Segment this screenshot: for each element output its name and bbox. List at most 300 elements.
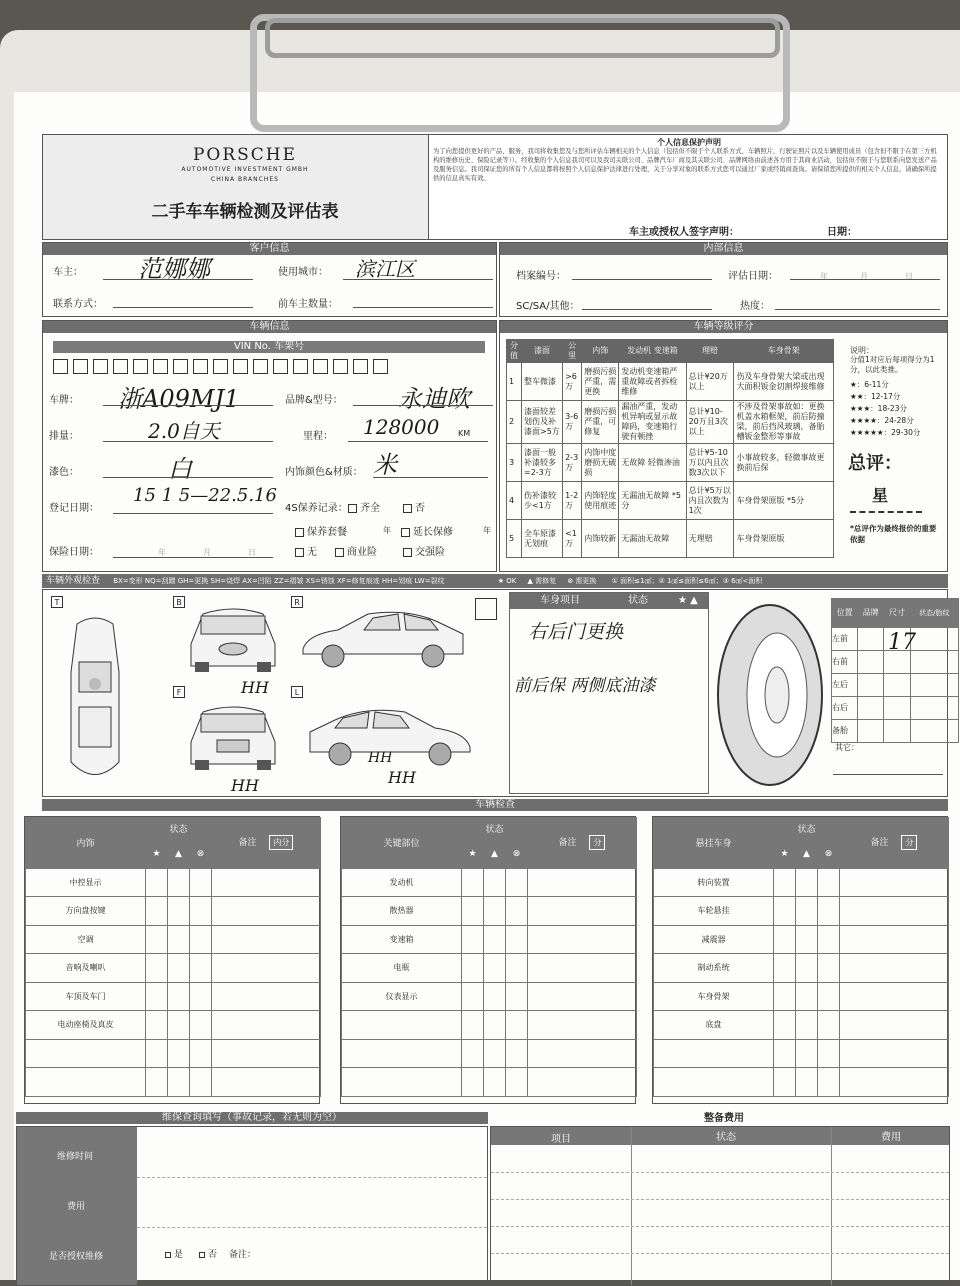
color-label: 漆色： <box>49 467 79 478</box>
remark-cell[interactable] <box>212 1068 321 1097</box>
tire-cell[interactable] <box>858 673 884 696</box>
inspection-item <box>342 1039 462 1068</box>
owner-label: 车主： <box>53 267 83 278</box>
status-repair[interactable] <box>168 982 190 1011</box>
status-replace[interactable] <box>190 1039 212 1068</box>
view-back-tag: B <box>173 596 185 608</box>
group-title: 内饰 <box>26 818 146 869</box>
tire-cell[interactable] <box>884 696 910 719</box>
status-replace[interactable] <box>818 982 840 1011</box>
tire-cell[interactable] <box>910 650 958 673</box>
area-note: ① 面积≤1㎠；② 1㎠≤面积≤6㎠；③ 6㎠<面积 <box>611 577 763 585</box>
status-replace[interactable] <box>506 925 528 954</box>
privacy-title: 个人信息保护声明 <box>657 138 721 147</box>
status-replace[interactable] <box>190 1068 212 1097</box>
total-star: 星 <box>872 486 889 505</box>
maint-remark: 备注： <box>229 1250 257 1260</box>
mileage-unit: KM <box>458 429 471 438</box>
grade-cell: 无漏油无故障 <box>619 520 686 558</box>
car-front-view <box>183 702 283 772</box>
status-ok[interactable] <box>462 1011 484 1040</box>
view-right-tag: R <box>291 596 303 608</box>
status-replace[interactable] <box>506 897 528 926</box>
legend-item: ★★：12-17分 <box>850 392 901 401</box>
remark-cell[interactable] <box>212 954 321 983</box>
remark-cell[interactable] <box>528 868 637 897</box>
tire-illustration <box>715 600 825 790</box>
status-ok[interactable] <box>462 897 484 926</box>
status-repair[interactable] <box>484 1011 506 1040</box>
sign-label: 车主或授权人签字声明： <box>629 227 739 238</box>
reg-date-value: 15 1 5—22.5.16 <box>133 485 277 506</box>
remark-cell[interactable] <box>528 897 637 926</box>
status-replace[interactable] <box>506 982 528 1011</box>
form-title: 二手车车辆检测及评估表 <box>151 202 339 222</box>
remark-cell[interactable] <box>840 1068 949 1097</box>
status-th: 状态 <box>462 818 528 840</box>
status-replace[interactable] <box>818 1011 840 1040</box>
note-2: 前后保 两侧底油漆 <box>514 676 656 696</box>
remark-cell[interactable] <box>840 982 949 1011</box>
ins-year: 年 <box>158 548 166 557</box>
grade-cell: 漆面一般补漆较多=2-3方 <box>522 444 563 482</box>
status-repair[interactable] <box>484 1039 506 1068</box>
status-ok[interactable] <box>146 982 168 1011</box>
body-items-header: 车身项目 状态 ★ ▲ ⊗ <box>510 593 708 609</box>
grade-cell: 总计¥5-10万以内且次数3次以下 <box>686 444 734 482</box>
remark-cell[interactable] <box>212 868 321 897</box>
remark-th: 备注 分 <box>528 818 637 869</box>
vin-boxes[interactable] <box>53 359 393 378</box>
inspection-row <box>654 925 949 954</box>
status-ok[interactable] <box>774 982 796 1011</box>
grade-cell: 3 <box>507 444 522 482</box>
car-top-view <box>55 612 135 792</box>
tire-th: 位置 <box>832 599 858 628</box>
status-ok[interactable] <box>774 1011 796 1040</box>
other-label: 其它： <box>835 743 859 752</box>
costs-th-status: 状态 <box>716 1132 736 1143</box>
package-option[interactable]: 保养套餐 <box>295 523 347 538</box>
ins-day: 日 <box>248 548 256 557</box>
eval-day: 日 <box>905 272 913 281</box>
status-repair[interactable] <box>168 1068 190 1097</box>
status-ok[interactable] <box>146 868 168 897</box>
clipboard-clip-top <box>265 18 780 58</box>
inspection-item <box>342 1011 462 1040</box>
grade-row <box>507 401 834 444</box>
tire-row <box>832 696 959 719</box>
inspection-item: 散热器 <box>342 897 462 926</box>
city-label: 使用城市： <box>278 267 328 278</box>
status-repair[interactable] <box>796 868 818 897</box>
remark-cell[interactable] <box>840 1011 949 1040</box>
status-ok[interactable] <box>462 925 484 954</box>
status-replace[interactable] <box>818 868 840 897</box>
inspection-row <box>342 1011 637 1040</box>
inspection-row <box>342 1068 637 1097</box>
grade-row <box>507 482 834 520</box>
grade-th: 公里 <box>563 340 582 363</box>
inspection-row <box>26 1011 321 1040</box>
status-ok[interactable] <box>462 1068 484 1097</box>
status-replace[interactable] <box>190 925 212 954</box>
tire-position: 备胎 <box>832 719 858 742</box>
status-replace[interactable] <box>190 1011 212 1040</box>
vehicle-section <box>42 320 497 572</box>
privacy-body: 为了向您提供更好的产品、服务，我司将收集您及与您所评估车辆相关的个人信息（包括但不限于个人联系方式、车辆照片，行驶证照片以及车辆使用成员（包含但不限于在第三方机构的维修历史、保险记录等））。经收集的个人信息我司可以及我司关联公司、品牌汽车厂商及其关联公司、品牌网络由前述各方用于其商业活动，包括但不限于与您联系向您发送产品及服务信息。我司保证您的所有个人信息都将按照个人信息保护法律进行处理，关于分享对象的联系方式您可以通过厂家或经销商查询。请保留您所提供的相关个人信息，请确保所提供的信息真实有效。 <box>433 148 937 182</box>
grade-cell: 总计¥5万以内且次数为1次 <box>686 482 734 520</box>
status-replace[interactable] <box>190 954 212 983</box>
grade-cell: 无漏油无故障 *5分 <box>619 482 686 520</box>
remark-cell[interactable] <box>528 1068 637 1097</box>
grade-cell: 2 <box>507 401 522 444</box>
status-ok[interactable] <box>462 1039 484 1068</box>
status-repair[interactable] <box>484 954 506 983</box>
inspection-row <box>26 1039 321 1068</box>
status-ok[interactable] <box>774 868 796 897</box>
body-items-box <box>509 592 709 794</box>
inspection-row <box>342 982 637 1011</box>
brand-model-value: 永迪欧 <box>398 385 470 413</box>
grade-cell: 磨损污损严重，需更换 <box>582 363 619 401</box>
tire-cell[interactable] <box>910 719 958 742</box>
status-repair[interactable] <box>796 954 818 983</box>
record-none[interactable]: 否 <box>403 499 425 514</box>
ins-commercial[interactable]: 商业险 <box>335 543 377 558</box>
grade-cell: 无理赔 <box>686 520 734 558</box>
grade-th: 内饰 <box>582 340 619 363</box>
inspection-item <box>654 1039 774 1068</box>
tire-cell[interactable] <box>910 673 958 696</box>
remark-cell[interactable] <box>212 1011 321 1040</box>
status-replace[interactable] <box>506 1068 528 1097</box>
grade-cell: 磨损污损严重，可修复 <box>582 401 619 444</box>
customer-header: 客户信息 <box>43 243 496 255</box>
status-repair[interactable] <box>484 1068 506 1097</box>
remark-cell[interactable] <box>528 1011 637 1040</box>
status-repair[interactable] <box>484 925 506 954</box>
status-replace[interactable] <box>506 1039 528 1068</box>
inspection-row <box>342 868 637 897</box>
score-box: 分 <box>901 835 917 850</box>
group-title: 关键部位 <box>342 818 462 869</box>
inspection-item: 车身骨架 <box>654 982 774 1011</box>
grade-th: 发动机 变速箱 <box>619 340 686 363</box>
privacy-box <box>428 134 948 240</box>
inspection-item: 减震器 <box>654 925 774 954</box>
maint-no[interactable]: 否 <box>199 1247 217 1260</box>
internal-header: 内部信息 <box>500 243 947 255</box>
tire-cell[interactable] <box>884 673 910 696</box>
status-repair[interactable] <box>168 1039 190 1068</box>
eval-date-label: 评估日期： <box>728 271 778 282</box>
tire-position: 右后 <box>832 696 858 719</box>
inspection-row <box>654 868 949 897</box>
inspection-item: 电瓶 <box>342 954 462 983</box>
record-label: 4S保养记录： <box>285 503 348 514</box>
status-repair[interactable] <box>168 1011 190 1040</box>
status-repair[interactable] <box>796 897 818 926</box>
inspection-row <box>654 1039 949 1068</box>
inspection-row <box>342 954 637 983</box>
status-ok[interactable] <box>774 897 796 926</box>
status-replace[interactable] <box>190 897 212 926</box>
status-replace[interactable] <box>506 1011 528 1040</box>
interior-value: 米 <box>373 451 397 479</box>
legend-item: ★★★★★：29-30分 <box>850 428 921 437</box>
status-replace[interactable] <box>190 982 212 1011</box>
maint-row-time: 维修时间 <box>57 1152 94 1162</box>
status-ok[interactable] <box>774 954 796 983</box>
total-note: *总评作为最终报价的重要依据 <box>850 524 937 544</box>
score-box: 内分 <box>269 835 293 850</box>
record-full[interactable]: 齐全 <box>348 499 380 514</box>
remark-cell[interactable] <box>212 925 321 954</box>
inspection-item <box>26 1068 146 1097</box>
inspection-row <box>26 868 321 897</box>
mark-hh-2: HH <box>231 776 259 795</box>
tire-th: 品牌 <box>858 599 884 628</box>
brand-model-label: 品牌&型号： <box>285 395 343 406</box>
ins-none[interactable]: 无 <box>295 543 317 558</box>
appearance-codes: BX=变形 NQ=刮蹭 GH=更换 SH=烧焊 AX=凹陷 ZZ=褶皱 XS=锈蚀 XF=修复痕迹 HH=划痕 LW=裂纹 <box>113 577 445 585</box>
inspection-row <box>342 925 637 954</box>
grade-row <box>507 363 834 401</box>
legend-item: ★：6-11分 <box>850 380 889 389</box>
mileage-label: 里程： <box>303 431 333 442</box>
view-left-tag: L <box>291 686 303 698</box>
appearance-title: 车辆外观检查 <box>46 576 101 586</box>
remark-cell[interactable] <box>212 1039 321 1068</box>
remark-cell[interactable] <box>840 868 949 897</box>
grade-cell: 车身骨架原版 <box>734 520 834 558</box>
mark-hh-4: HH <box>368 750 393 766</box>
grade-cell: 整车微漆 <box>522 363 563 401</box>
customer-section <box>42 242 497 317</box>
inspection-row <box>654 1068 949 1097</box>
grade-th: 理赔 <box>686 340 734 363</box>
inspection-row <box>654 954 949 983</box>
vin-header: VIN No. 车架号 <box>53 341 485 353</box>
costs-th-item: 项目 <box>551 1134 571 1145</box>
status-ok[interactable] <box>774 925 796 954</box>
inspection-item: 变速箱 <box>342 925 462 954</box>
file-label: 档案编号： <box>516 271 566 282</box>
displacement-value: 2.0自天 <box>148 419 220 443</box>
grade-cell: 漆面较差划伤及补漆面>5方 <box>522 401 563 444</box>
grade-cell: 3-6万 <box>563 401 582 444</box>
inspection-item <box>342 1068 462 1097</box>
remark-cell[interactable] <box>528 954 637 983</box>
tire-position: 左前 <box>832 627 858 650</box>
remark-cell[interactable] <box>840 925 949 954</box>
remark-cell[interactable] <box>840 1039 949 1068</box>
remark-cell[interactable] <box>528 982 637 1011</box>
status-replace[interactable] <box>818 1039 840 1068</box>
inspection-item: 转向装置 <box>654 868 774 897</box>
status-replace[interactable] <box>506 868 528 897</box>
grade-table <box>506 339 834 558</box>
status-repair[interactable] <box>168 954 190 983</box>
inspection-item: 发动机 <box>342 868 462 897</box>
remark-cell[interactable] <box>528 1039 637 1068</box>
status-repair[interactable] <box>796 1068 818 1097</box>
eval-year: 年 <box>820 272 828 281</box>
status-repair[interactable] <box>168 897 190 926</box>
mileage-value: 128000 <box>363 415 440 439</box>
status-ok[interactable] <box>462 868 484 897</box>
tire-cell[interactable] <box>910 696 958 719</box>
ins-compulsory[interactable]: 交强险 <box>403 543 445 558</box>
inspection-group: 关键部位 状态 备注 分 ★ ▲ ⊗ 发动机 散热器 变速箱 电瓶 仪表显示 <box>340 816 636 1104</box>
inspection-header: 车辆检查 <box>42 799 948 811</box>
prev-owners-label: 前车主数量： <box>278 299 338 310</box>
inspection-row <box>654 982 949 1011</box>
grade-cell: 2-3万 <box>563 444 582 482</box>
status-repair[interactable] <box>796 925 818 954</box>
status-ok[interactable] <box>146 925 168 954</box>
grade-cell: 1 <box>507 363 522 401</box>
grade-cell: 小事故较多，轻微事故更换前后保 <box>734 444 834 482</box>
remark-th: 备注 内分 <box>212 818 321 869</box>
status-th: 状态 <box>774 818 840 840</box>
form-paper <box>14 92 960 1280</box>
status-ok[interactable] <box>462 954 484 983</box>
grade-cell: 4 <box>507 482 522 520</box>
status-repair[interactable] <box>796 1011 818 1040</box>
color-value: 白 <box>168 455 192 483</box>
inspection-item: 制动系统 <box>654 954 774 983</box>
tire-th: 状态/胎纹 <box>910 599 958 628</box>
grade-th: 分值 <box>507 340 522 363</box>
status-ok[interactable] <box>774 1039 796 1068</box>
heat-label: 热度： <box>740 301 770 312</box>
status-replace[interactable] <box>818 897 840 926</box>
legend-title: 说明： <box>850 346 874 355</box>
status-repair[interactable] <box>796 982 818 1011</box>
remark-cell[interactable] <box>212 982 321 1011</box>
tire-cell[interactable] <box>884 719 910 742</box>
grade-cell: 不涉及骨架事故如：更换机盖水箱框架，前后防撞梁，前后挡风玻璃，备胎槽钣金整形等事故 <box>734 401 834 444</box>
grade-cell: 发动机变速箱严重故障或者拆检维修 <box>619 363 686 401</box>
ext-year: 年 <box>483 526 491 535</box>
plate-value: 浙A09MJ1 <box>118 385 240 413</box>
plate-label: 车牌： <box>49 395 79 406</box>
status-repair[interactable] <box>484 982 506 1011</box>
status-ok[interactable] <box>146 1068 168 1097</box>
inspection-item <box>26 1039 146 1068</box>
inspection-group: 悬挂车身 状态 备注 分 ★ ▲ ⊗ 转向装置 车轮悬挂 减震器 制动系统 车身骨架 底盘 <box>652 816 948 1104</box>
tire-mark: 17 <box>888 630 916 655</box>
status-repair[interactable] <box>484 897 506 926</box>
remark-cell[interactable] <box>840 897 949 926</box>
inspection-row <box>26 954 321 983</box>
grade-cell: 1-2万 <box>563 482 582 520</box>
tire-position: 左后 <box>832 673 858 696</box>
grade-cell: 伤补漆较少<1方 <box>522 482 563 520</box>
grade-header: 车辆等级评分 <box>500 321 947 333</box>
grade-cell: 伤及车身骨架大梁或出现大面积钣金切割焊接维修 <box>734 363 834 401</box>
legend-desc: 分值1对应后每项得分为1分，以此类推。 <box>850 355 935 374</box>
grade-th: 车身骨架 <box>734 340 834 363</box>
inspection-row <box>654 897 949 926</box>
reg-date-label: 登记日期： <box>49 503 99 514</box>
grade-th: 漆面 <box>522 340 563 363</box>
remark-cell[interactable] <box>840 954 949 983</box>
grade-row <box>507 520 834 558</box>
mark-repair: ▲ 需修复 <box>527 577 557 585</box>
inspection-row <box>26 982 321 1011</box>
grade-section <box>499 320 948 572</box>
costs-box <box>490 1126 950 1286</box>
inspection-item: 仪表显示 <box>342 982 462 1011</box>
displacement-label: 排量： <box>49 431 79 442</box>
score-box: 分 <box>589 835 605 850</box>
brand-line2: CHINA BRANCHES <box>211 176 279 183</box>
grade-cell: <1万 <box>563 520 582 558</box>
tire-cell[interactable] <box>858 627 884 650</box>
tire-position: 右前 <box>832 650 858 673</box>
tire-cell[interactable] <box>858 650 884 673</box>
inspection-row <box>342 1039 637 1068</box>
group-title: 悬挂车身 <box>654 818 774 869</box>
status-replace[interactable] <box>818 1068 840 1097</box>
status-ok[interactable] <box>146 1011 168 1040</box>
status-replace[interactable] <box>818 954 840 983</box>
grade-cell: 内饰轻度使用痕迹 <box>582 482 619 520</box>
status-replace[interactable] <box>818 925 840 954</box>
car-right-view <box>298 604 468 674</box>
status-repair[interactable] <box>168 925 190 954</box>
remark-cell[interactable] <box>212 897 321 926</box>
tire-th: 尺寸 <box>884 599 910 628</box>
status-ok[interactable] <box>146 897 168 926</box>
sc-label: SC/SA/其他： <box>516 301 580 312</box>
status-repair[interactable] <box>168 868 190 897</box>
status-replace[interactable] <box>190 868 212 897</box>
remark-cell[interactable] <box>528 925 637 954</box>
grade-cell: 总计¥20万以上 <box>686 363 734 401</box>
ext-warranty-option[interactable]: 延长保修 <box>401 523 453 538</box>
maint-yes[interactable]: 是 <box>165 1247 183 1260</box>
status-repair[interactable] <box>484 868 506 897</box>
status-ok[interactable] <box>146 954 168 983</box>
status-repair[interactable] <box>796 1039 818 1068</box>
tire-cell[interactable] <box>858 719 884 742</box>
inspection-item: 音响及喇叭 <box>26 954 146 983</box>
mark-replace: ⊗ 需更换 <box>567 577 597 585</box>
status-ok[interactable] <box>774 1068 796 1097</box>
status-replace[interactable] <box>506 954 528 983</box>
inspection-item: 车顶及车门 <box>26 982 146 1011</box>
maintenance-header: 维保查询填写（事故记录，若无则为空） <box>16 1112 488 1124</box>
eval-month: 月 <box>860 272 868 281</box>
ins-month: 月 <box>203 548 211 557</box>
tire-table <box>831 598 959 743</box>
status-ok[interactable] <box>146 1039 168 1068</box>
tire-row <box>832 719 959 742</box>
blank-box <box>475 598 497 620</box>
status-th: 状态 <box>146 818 212 840</box>
mark-hh-1: HH <box>241 678 269 697</box>
tire-cell[interactable] <box>910 627 958 650</box>
note-1: 右后门更换 <box>528 621 624 643</box>
costs-th-fee: 费用 <box>881 1132 901 1143</box>
tire-cell[interactable] <box>858 696 884 719</box>
maintenance-box <box>16 1126 488 1286</box>
status-ok[interactable] <box>462 982 484 1011</box>
